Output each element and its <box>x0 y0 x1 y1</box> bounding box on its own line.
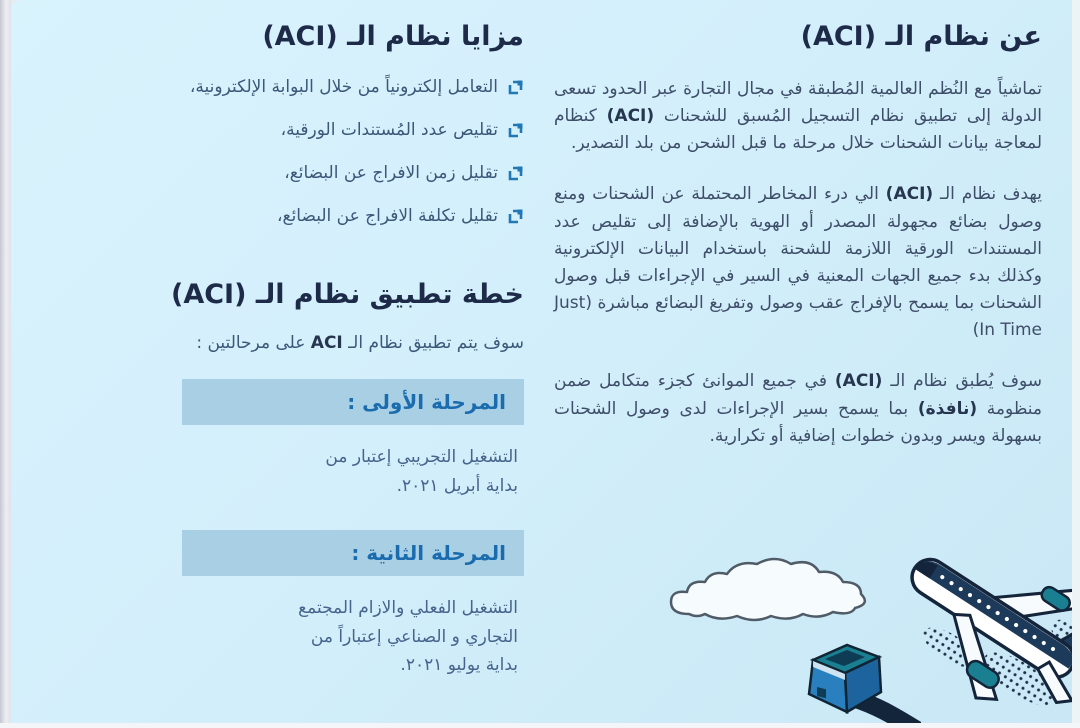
checkbox-square-icon <box>507 208 524 232</box>
aci-bold: (ACI) <box>606 105 655 126</box>
phase-2-banner <box>182 530 524 576</box>
benefit-label: تقليل زمن الافراج عن البضائع، <box>284 162 498 183</box>
paragraph-text: سوف يتم تطبيق نظام الـ <box>342 333 524 354</box>
brochure-page <box>11 0 1072 723</box>
paragraph-text: الي درء المخاطر المحتملة عن الشحنات ومنع وصول بضائع مجهولة المصدر أو الهوية بالإضافة إلى تقليص عدد المستندات الورقية اللازمة للشحنة باستخدام البيانات الإلكترونية وكذلك بدء جميع الجهات المعنية في السير في الإجراءات قبل وصول الشحنات بما يسمح بالإفراج عقب وصول وتفريغ البضائع مباشرة (Just In Time) <box>554 184 1042 341</box>
phase-2-banner-label: المرحلة الثانية : <box>351 541 506 566</box>
cloud-icon <box>659 548 881 632</box>
paragraph-text: يهدف نظام الـ <box>933 184 1042 205</box>
benefit-label: التعامل إلكترونياً من خلال البوابة الإلكترونية، <box>189 76 498 97</box>
phase-2-line: بداية يوليو ٢٠٢١. <box>400 655 518 676</box>
phase-1-text <box>196 443 518 500</box>
aci-bold: (ACI) <box>885 184 934 205</box>
checkbox-square-icon <box>507 165 524 189</box>
benefit-item <box>69 205 524 232</box>
photo-edge-right <box>1072 0 1080 728</box>
photo-edge-bottom <box>0 723 1080 728</box>
benefits-title: مزايا نظام الـ (ACI) <box>262 21 524 52</box>
benefit-item <box>69 119 524 146</box>
paragraph-text: تماشياً مع النُظم العالمية المُطبقة في مجال التجارة عبر الحدود تسعى الدولة إلى تطبيق نظام التسجيل المُسبق للشحنات <box>554 78 1042 126</box>
phase-1-line: التشغيل التجريبي إعتبار من <box>325 447 518 468</box>
benefits-plan-section <box>69 20 524 694</box>
about-title: عن نظام الـ (ACI) <box>800 21 1042 52</box>
aci-bold: (ACI) <box>834 371 883 392</box>
about-paragraph-2 <box>554 181 1042 344</box>
phase-1-banner-label: المرحلة الأولى : <box>347 390 506 415</box>
paragraph-text: بما يسمح بسير الإجراءات لدى وصول الشحنات بسهولة ويسر وبدون خطوات إضافية أو تكرارية. <box>554 398 1042 446</box>
about-paragraph-3 <box>554 368 1042 450</box>
about-paragraph-1 <box>554 76 1042 158</box>
benefit-item <box>69 162 524 189</box>
airplane-icon <box>907 538 1072 723</box>
benefit-label: تقليل تكلفة الافراج عن البضائع، <box>277 205 498 226</box>
paragraph-text: كنظام لمعاجة بيانات الشحنات خلال مرحلة ما قبل الشحن من بلد التصدير. <box>554 105 1042 154</box>
about-section <box>554 20 1042 474</box>
paragraph-text: سوف يُطبق نظام الـ <box>882 371 1042 392</box>
phase-2-line: التشغيل الفعلي والازام المجتمع <box>298 598 518 619</box>
benefit-label: تقليص عدد المُستندات الورقية، <box>280 119 498 140</box>
phase-1-banner <box>182 379 524 425</box>
plug-connector-icon <box>789 640 921 723</box>
phase-2-text <box>196 594 518 680</box>
phase-2-line: التجاري و الصناعي إعتباراً من <box>310 626 518 647</box>
paragraph-text: في جميع الموانئ كجزء متكامل ضمن منظومة <box>554 371 1042 419</box>
phase-1-line: بداية أبريل ٢٠٢١. <box>396 475 518 496</box>
photo-edge-left <box>0 0 11 728</box>
checkbox-square-icon <box>507 122 524 146</box>
paragraph-text: على مرحالتين : <box>196 333 311 354</box>
benefit-item <box>69 76 524 103</box>
aci-bold: ACI <box>310 333 343 354</box>
plan-intro <box>69 333 524 353</box>
nafeza-bold: (نافذة) <box>917 398 978 419</box>
checkbox-square-icon <box>507 79 524 103</box>
plan-title: خطة تطبيق نظام الـ (ACI) <box>171 278 524 310</box>
